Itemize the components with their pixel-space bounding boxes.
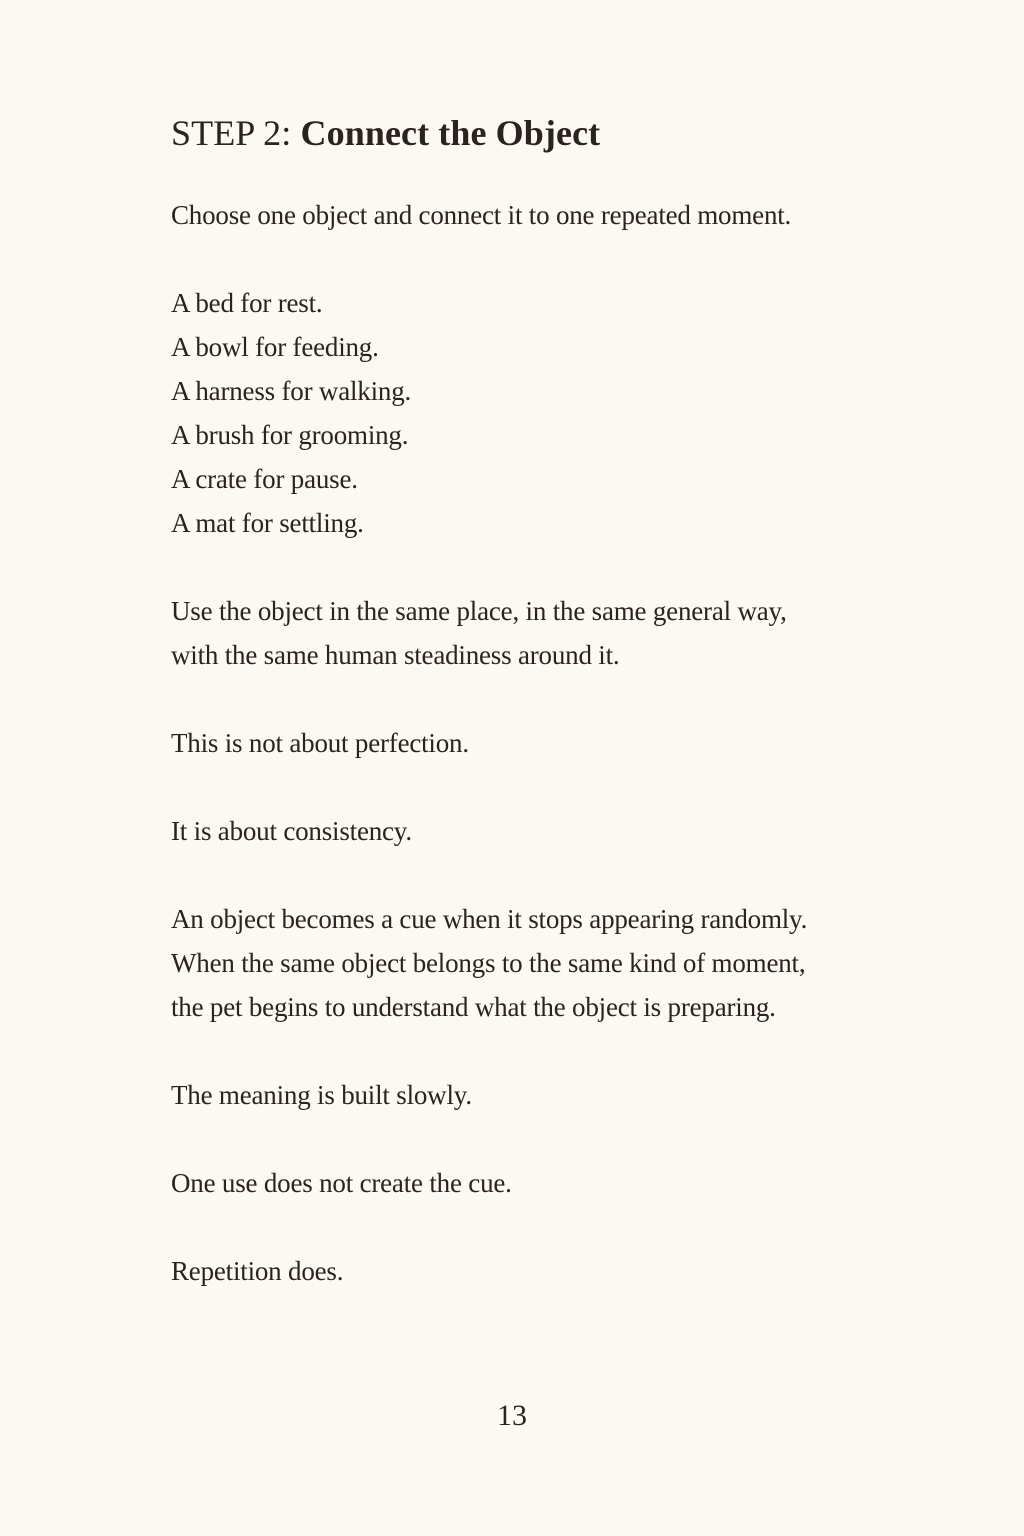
intro-paragraph: Choose one object and connect it to one repeated moment. — [171, 200, 792, 230]
object-item: A mat for settling. — [171, 508, 364, 538]
cue-line: An object becomes a cue when it stops appearing randomly. — [171, 904, 808, 934]
object-item: A crate for pause. — [171, 464, 358, 494]
meaning-paragraph: The meaning is built slowly. — [171, 1080, 472, 1110]
step-label: STEP 2: — [171, 113, 292, 153]
object-item: A brush for grooming. — [171, 420, 409, 450]
object-item: A bed for rest. — [171, 288, 323, 318]
object-list — [171, 281, 891, 545]
object-item: A bowl for feeding. — [171, 332, 379, 362]
one-use-paragraph: One use does not create the cue. — [171, 1168, 512, 1198]
step-heading — [171, 108, 891, 158]
consistency-paragraph: It is about consistency. — [171, 816, 412, 846]
use-line: with the same human steadiness around it. — [171, 640, 620, 670]
repetition-paragraph: Repetition does. — [171, 1256, 344, 1286]
cue-paragraph — [171, 897, 891, 1029]
cue-line: the pet begins to understand what the object is preparing. — [171, 992, 776, 1022]
step-title: Connect the Object — [300, 113, 601, 153]
page-content — [171, 108, 891, 1293]
page-number: 13 — [497, 1399, 527, 1432]
use-paragraph — [171, 589, 891, 677]
use-line: Use the object in the same place, in the same general way, — [171, 596, 787, 626]
cue-line: When the same object belongs to the same kind of moment, — [171, 948, 806, 978]
perfection-paragraph: This is not about perfection. — [171, 728, 469, 758]
object-item: A harness for walking. — [171, 376, 412, 406]
